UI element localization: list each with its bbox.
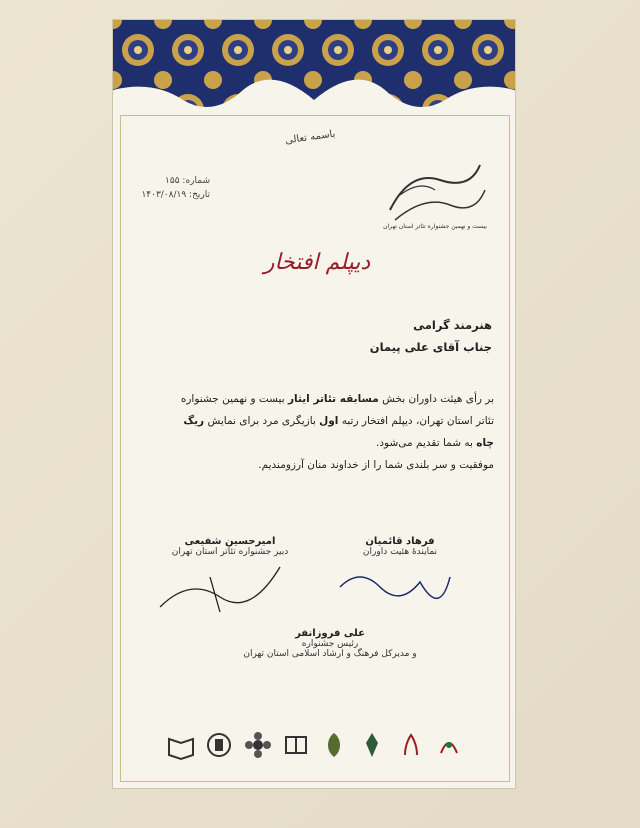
salutation: هنرمند گرامی (413, 318, 492, 332)
document-date: تاریخ: ۱۴۰۳/۰۸/۱۹ (141, 190, 210, 200)
foundation-logo (318, 729, 350, 761)
certificate-body (164, 388, 494, 476)
signatory-director (200, 628, 460, 659)
signatory-role: دبیر جشنواره تئاتر استان تهران (171, 547, 289, 557)
footer-logos (165, 725, 465, 765)
signature (150, 557, 310, 617)
signatory-role: رئیس جشنواره (301, 639, 359, 649)
martyr-logo (356, 729, 388, 761)
certificate-title: دیپلم افتخار (263, 250, 371, 275)
recipient-name: جناب آقای علی پیمان (369, 340, 492, 354)
ministry-logo (395, 729, 427, 761)
body-paragraph-1: بر رأی هیئت داوران بخش مسابقه تئاتر ایثار بیست و نهمین جشنواره تئاتر استان تهران، دیپلم افتخار رتبه اول بازیگری مرد برای نمایش ریگ چاه به شما تقدیم می‌شود. (180, 393, 494, 449)
ornamental-header (113, 20, 515, 118)
signatory-jury (330, 536, 470, 621)
basmala: باسمه تعالی (284, 128, 337, 147)
open-book-logo (165, 729, 197, 761)
emblem-logo (433, 729, 465, 761)
signatory-name: فرهاد قائمیان (365, 536, 435, 547)
body-paragraph-2: موفقیت و سر بلندی شما را از خداوند منان آرزومندیم. (258, 459, 494, 471)
signature (330, 557, 470, 617)
book-logo (280, 729, 312, 761)
signatory-role: و مدیرکل فرهنگ و ارشاد اسلامی استان تهران (243, 649, 417, 659)
festival-logo (380, 150, 490, 230)
document-number: شماره: ۱۵۵ (165, 176, 210, 186)
signatory-name: امیرحسین شفیعی (184, 536, 276, 547)
flower-logo (242, 729, 274, 761)
signatory-secretary (150, 536, 310, 621)
festival-logo-text: بیست و نهمین جشنواره تئاتر استان تهران (383, 223, 487, 230)
org-logo (203, 729, 235, 761)
signatory-name: علی فروزانفر (295, 628, 365, 639)
signatory-role: نمایندهٔ هئیت داوران (362, 547, 438, 557)
